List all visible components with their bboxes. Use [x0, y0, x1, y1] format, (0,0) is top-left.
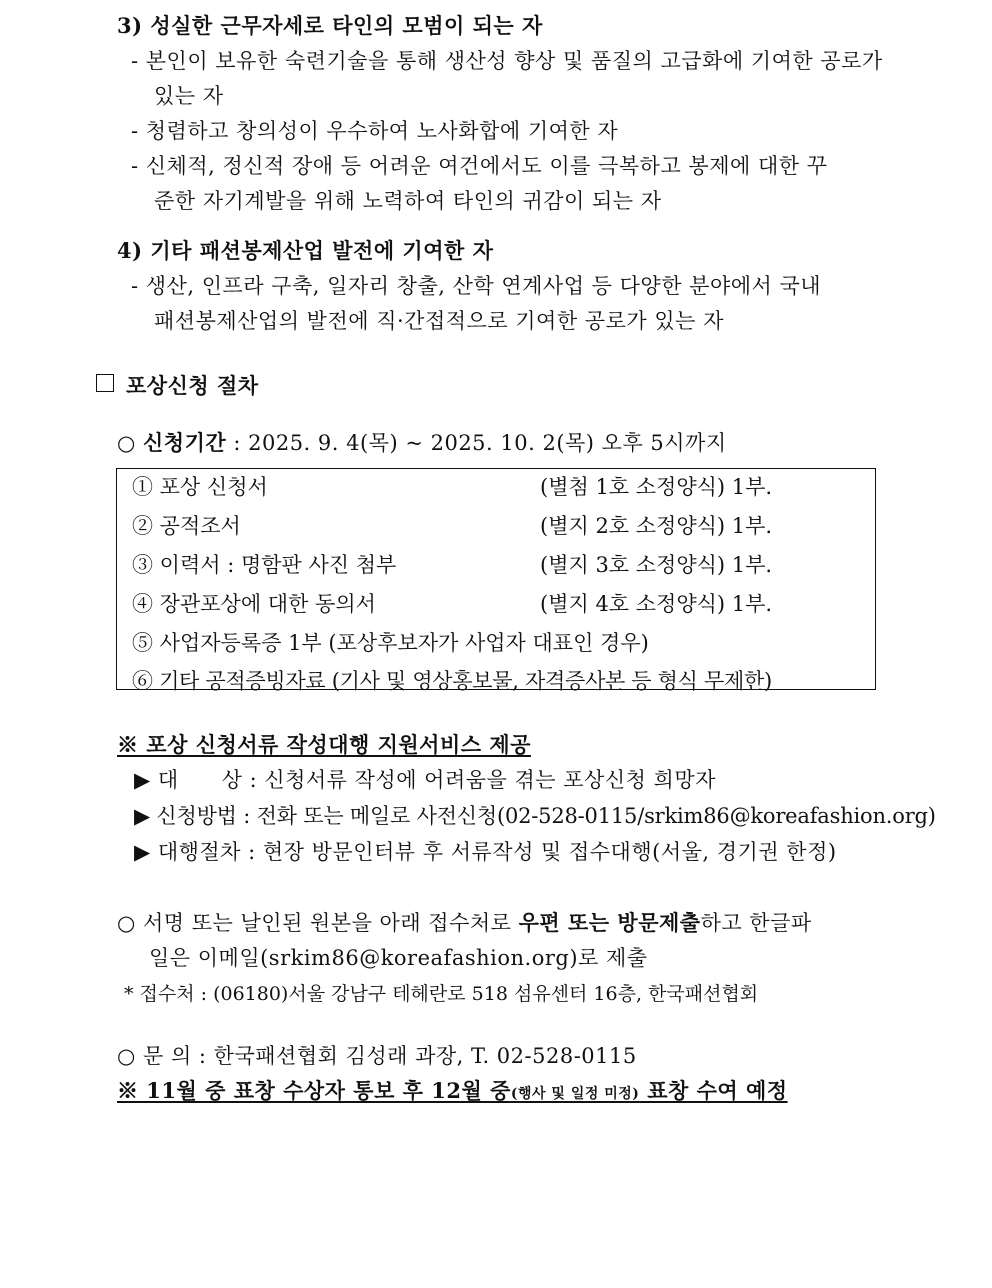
circle-bullet-icon: ○ — [117, 431, 136, 455]
document-row-3-attachment: (별지 3호 소정양식) 1부. — [540, 553, 773, 577]
criterion-3-item-2: - 청렴하고 창의성이 우수하여 노사화합에 기여한 자 — [131, 119, 619, 143]
document-row-2: ② 공적조서 — [132, 514, 241, 538]
document-row-2-attachment: (별지 2호 소정양식) 1부. — [540, 514, 773, 538]
support-item-1: ▶ 대 상 : 신청서류 작성에 어려움을 겪는 포상신청 희망자 — [134, 768, 716, 792]
support-item-3: ▶ 대행절차 : 현장 방문인터뷰 후 서류작성 및 접수대행(서울, 경기권 한정) — [134, 840, 837, 864]
criterion-4-title: 4) 기타 패션봉제산업 발전에 기여한 자 — [117, 238, 494, 263]
submission-line-1 — [117, 907, 812, 937]
checkbox-icon — [96, 374, 114, 392]
criterion-4-item-1-line-1: - 생산, 인프라 구축, 일자리 창출, 산학 연계사업 등 다양한 분야에서 국내 — [131, 274, 822, 298]
document-row-1-attachment: (별첨 1호 소정양식) 1부. — [540, 475, 773, 499]
support-item-2: ▶ 신청방법 : 전화 또는 메일로 사전신청(02-528-0115/srkim86@koreafashion.org) — [134, 804, 936, 828]
document-row-3: ③ 이력서 : 명함판 사진 첨부 — [132, 553, 397, 577]
award-notice-part-1: ※ 11월 중 표창 수상자 통보 후 12월 중 — [117, 1078, 511, 1103]
period-line — [117, 427, 727, 457]
period-value: : 2025. 9. 4(목) ~ 2025. 10. 2(목) 오후 5시까지 — [233, 431, 727, 455]
criterion-3-item-3-line-1: - 신체적, 정신적 장애 등 어려운 여건에서도 이를 극복하고 봉제에 대한 꾸 — [131, 154, 828, 178]
procedure-heading: 포상신청 절차 — [126, 373, 259, 398]
submission-line-2: 일은 이메일(srkim86@koreafashion.org)로 제출 — [149, 946, 648, 970]
period-label: 신청기간 — [143, 430, 227, 455]
criterion-3-item-1-line-2: 있는 자 — [154, 84, 224, 108]
contact-line: ○ 문 의 : 한국패션협회 김성래 과장, T. 02-528-0115 — [117, 1044, 637, 1068]
award-notice-part-3: 표창 수여 예정 — [639, 1078, 788, 1103]
submission-line-1-pre: ○ 서명 또는 날인된 원본을 아래 접수처로 — [117, 911, 519, 935]
submission-method: 우편 또는 방문제출 — [518, 910, 701, 935]
submission-address: * 접수처 : (06180)서울 강남구 테헤란로 518 섬유센터 16층, 한국패션협회 — [124, 983, 759, 1005]
support-title: ※ 포상 신청서류 작성대행 지원서비스 제공 — [117, 732, 531, 757]
document-row-1: ① 포상 신청서 — [132, 475, 268, 499]
award-notice — [117, 1075, 788, 1105]
criterion-3-item-1-line-1: - 본인이 보유한 숙련기술을 통해 생산성 향상 및 품질의 고급화에 기여한 공로가 — [131, 49, 883, 73]
submission-line-1-post: 하고 한글파 — [700, 911, 812, 935]
criterion-3-item-3-line-2: 준한 자기계발을 위해 노력하여 타인의 귀감이 되는 자 — [154, 189, 662, 213]
award-notice-part-2: (행사 및 일정 미정) — [510, 1086, 640, 1102]
document-row-4-attachment: (별지 4호 소정양식) 1부. — [540, 592, 773, 616]
criterion-3-title: 3) 성실한 근무자세로 타인의 모범이 되는 자 — [117, 13, 543, 38]
document-row-5: ⑤ 사업자등록증 1부 (포상후보자가 사업자 대표인 경우) — [132, 631, 649, 655]
criterion-4-item-1-line-2: 패션봉제산업의 발전에 직·간접적으로 기여한 공로가 있는 자 — [154, 309, 724, 333]
document-row-6: ⑥ 기타 공적증빙자료 (기사 및 영상홍보물, 자격증사본 등 형식 무제한) — [132, 669, 772, 693]
document-row-4: ④ 장관포상에 대한 동의서 — [132, 592, 376, 616]
